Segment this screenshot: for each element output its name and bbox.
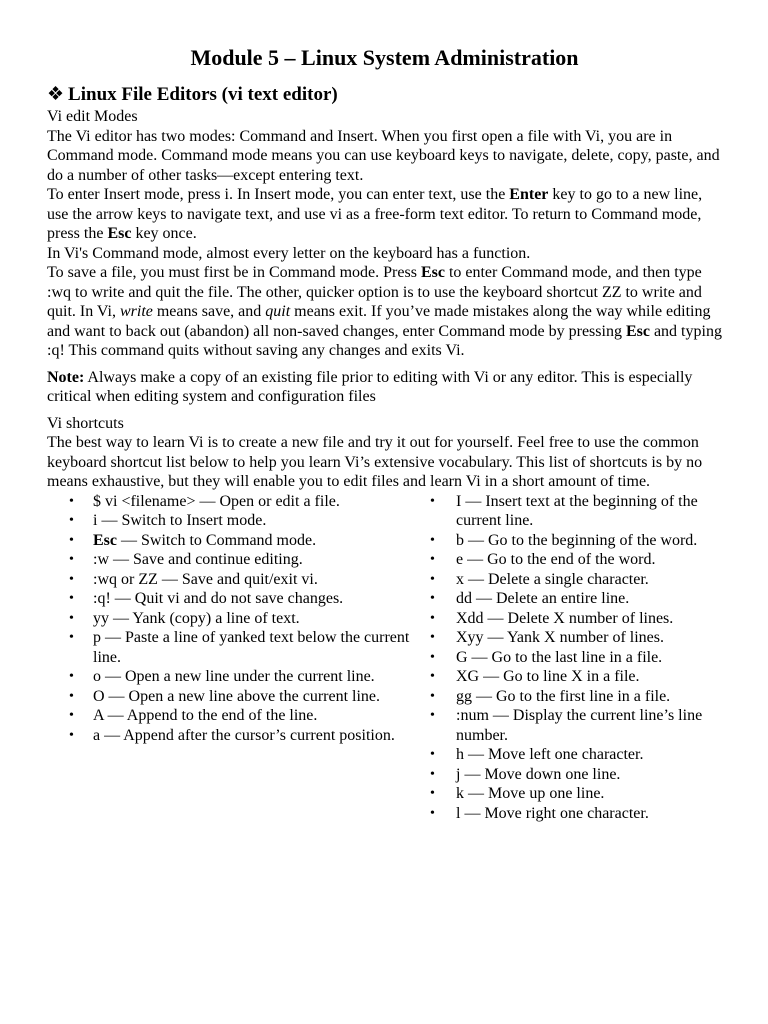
list-item: • l — Move right one character. (417, 804, 722, 824)
list-item: • b — Go to the beginning of the word. (417, 531, 722, 551)
list-item: • i — Switch to Insert mode. (47, 511, 417, 531)
esc-key: Esc (93, 531, 117, 549)
list-item: • yy — Yank (copy) a line of text. (47, 609, 417, 629)
list-item: • k — Move up one line. (417, 784, 722, 804)
list-item: • Xyy — Yank X number of lines. (417, 628, 722, 648)
modes-paragraph-3: In Vi's Command mode, almost every letter on the keyboard has a function. (47, 244, 531, 262)
page-title: Module 5 – Linux System Administration (190, 45, 579, 70)
list-item: • dd — Delete an entire line. (417, 589, 722, 609)
modes-subheading: Vi edit Modes (47, 108, 138, 125)
quit-term: quit (265, 303, 291, 320)
list-item: • :wq or ZZ — Save and quit/exit vi. (47, 570, 417, 590)
list-item: • a — Append after the cursor’s current position. (47, 726, 417, 746)
note-label: Note: (47, 368, 85, 386)
modes-paragraph-2: To enter Insert mode, press i. In Insert mode, you can enter text, use the Enter key to go to a new line, use the arrow keys to navigate text, and use vi as a free-form text editor. To return to Command mode, press the Esc key once. (47, 186, 703, 242)
list-item: • Esc — Switch to Command mode. (47, 531, 417, 551)
shortcut-columns (47, 492, 722, 824)
shortcuts-intro: The best way to learn Vi is to create a new file and try it out for yourself. Feel free to use the common keyboard shortcut list below to help you learn Vi’s extensive vocabulary. This list of shortcuts is by no means exhaustive, but they will enable you to edit files and learn Vi in a short amount of time. (47, 434, 703, 490)
modes-paragraph-4: To save a file, you must first be in Command mode. Press Esc to enter Command mode, and then type :wq to write and quit the file. The other, quicker option is to use the keyboard shortcut ZZ to write and quit. In Vi, write means save, and quit means exit. If you’ve made mistakes along the way while editing and want to back out (abandon) all non-saved changes, enter Command mode by pressing Esc and typing :q! This command quits without saving any changes and exits Vi. (47, 264, 722, 359)
shortcut-list-left (47, 492, 417, 746)
section-heading-text: Linux File Editors (vi text editor) (68, 84, 338, 105)
list-item: • :w — Save and continue editing. (47, 550, 417, 570)
enter-key: Enter (509, 186, 549, 203)
list-item: • $ vi <filename> — Open or edit a file. (47, 492, 417, 512)
list-item: • x — Delete a single character. (417, 570, 722, 590)
diamond-bullet-icon: ❖ (47, 84, 65, 105)
shortcut-column-left (47, 492, 417, 824)
list-item: • h — Move left one character. (417, 745, 722, 765)
list-item: • :num — Display the current line’s line number. (417, 706, 722, 745)
list-item: • Xdd — Delete X number of lines. (417, 609, 722, 629)
note-paragraph: Note: Always make a copy of an existing file prior to editing with Vi or any editor. This is especially critical when editing system and configuration files (47, 368, 693, 405)
list-item: • o — Open a new line under the current line. (47, 667, 417, 687)
list-item: • O — Open a new line above the current line. (47, 687, 417, 707)
list-item: • p — Paste a line of yanked text below the current line. (47, 628, 417, 667)
list-item: • e — Go to the end of the word. (417, 550, 722, 570)
esc-key: Esc (420, 264, 445, 281)
list-item: • j — Move down one line. (417, 765, 722, 785)
write-term: write (119, 303, 153, 320)
list-item: • A — Append to the end of the line. (47, 706, 417, 726)
list-item: • gg — Go to the first line in a file. (417, 687, 722, 707)
section-heading (47, 83, 722, 107)
list-item: • XG — Go to line X in a file. (417, 667, 722, 687)
shortcut-column-right (417, 492, 722, 824)
esc-key: Esc (625, 322, 650, 340)
list-item: • :q! — Quit vi and do not save changes. (47, 589, 417, 609)
shortcuts-subheading: Vi shortcuts (47, 414, 124, 432)
esc-key: Esc (107, 225, 132, 242)
list-item: • I — Insert text at the beginning of the current line. (417, 492, 722, 531)
list-item: • G — Go to the last line in a file. (417, 648, 722, 668)
shortcut-list-right (417, 492, 722, 824)
modes-paragraph-1: The Vi editor has two modes: Command and Insert. When you first open a file with Vi, you are in Command mode. Command mode means you can use keyboard keys to navigate, delete, copy, paste, and do a number of other tasks—except entering text. (47, 127, 720, 184)
